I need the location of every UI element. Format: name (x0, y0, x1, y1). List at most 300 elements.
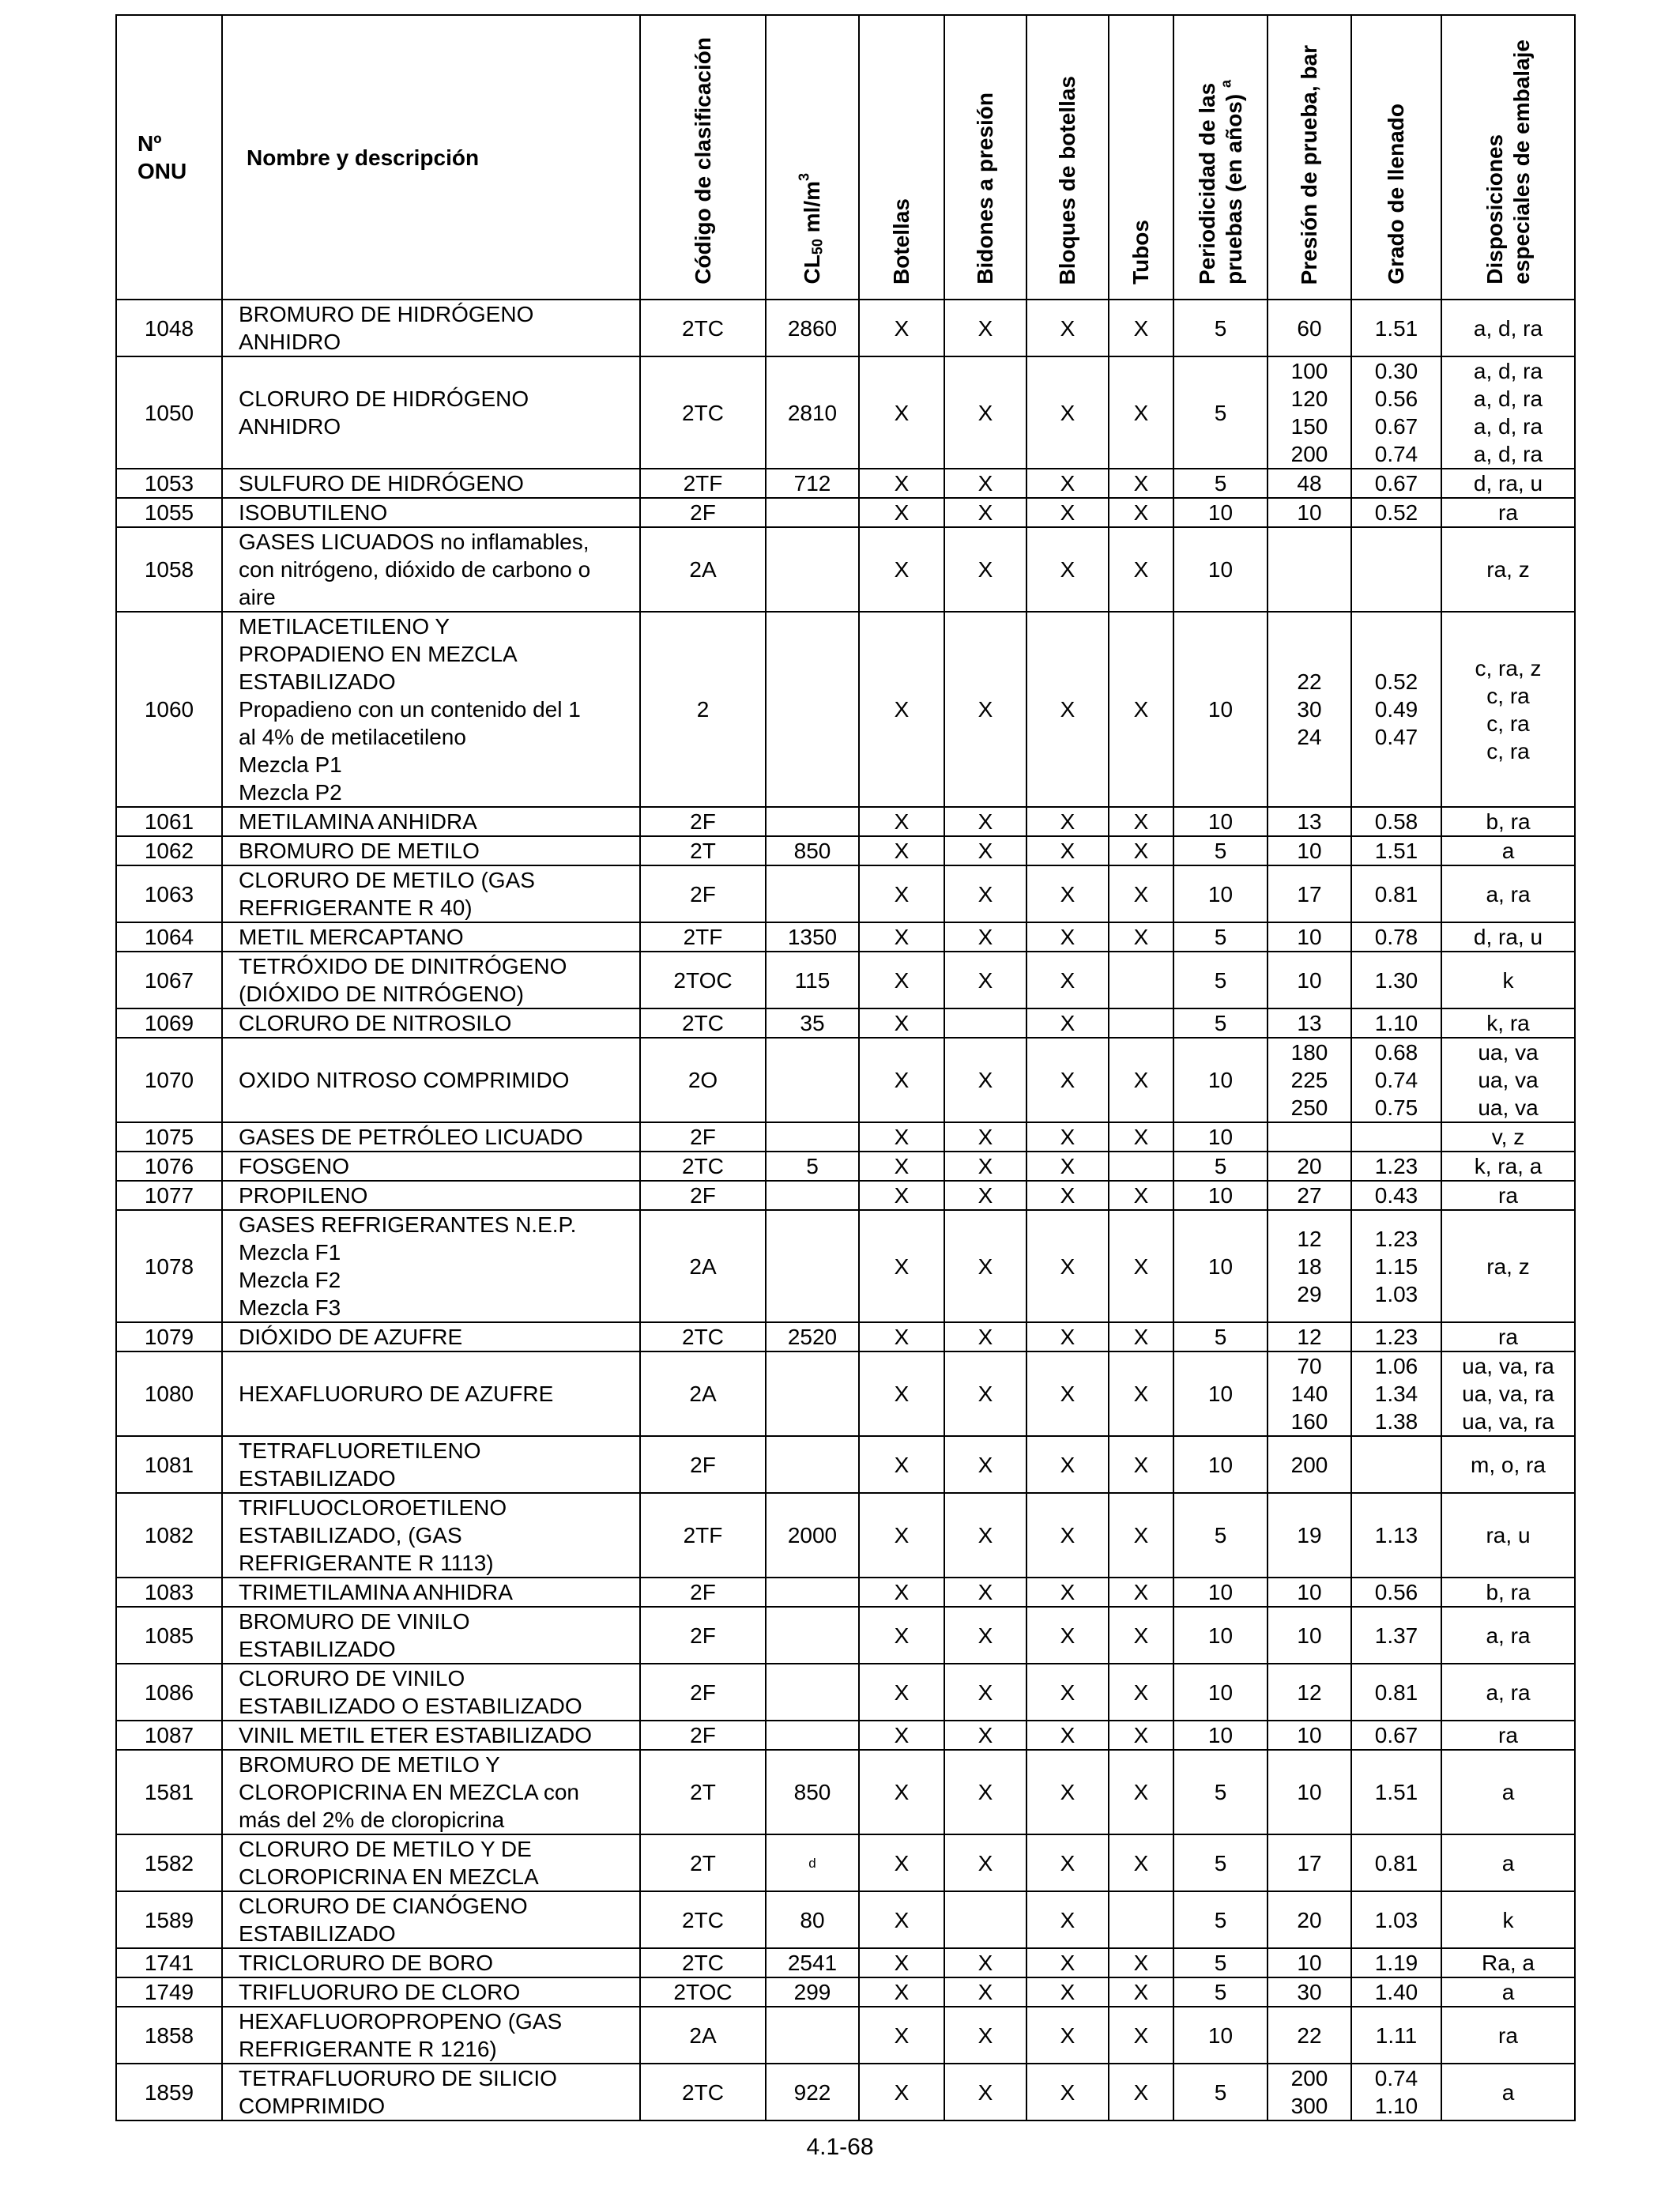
cell-botellas: X (859, 1122, 944, 1152)
cell-name-line: GASES REFRIGERANTES N.E.P. (239, 1212, 577, 1237)
cell-code: 2TC (640, 1891, 766, 1948)
cell-name (222, 1750, 640, 1834)
cell-grado-line: 0.81 (1374, 881, 1418, 907)
cell-code: 2F (640, 498, 766, 527)
cell-grado (1351, 1210, 1441, 1322)
cell-periodicidad: 10 (1173, 1607, 1268, 1664)
cell-grado (1351, 1891, 1441, 1948)
cell-cl50 (766, 300, 859, 356)
cell-code: 2T (640, 1834, 766, 1891)
cell-bloques: X (1026, 2064, 1109, 2120)
cell-grado-line: 1.40 (1374, 1980, 1418, 2004)
cell-disposiciones (1441, 1008, 1575, 1038)
cell-grado-line: 1.30 (1374, 967, 1418, 993)
cell-name-line: ANHIDRO (239, 330, 341, 354)
cell-grado-line: 0.67 (1374, 1723, 1418, 1747)
cell-name-line: HEXAFLUORURO DE AZUFRE (239, 1382, 554, 1406)
cell-botellas: X (859, 469, 944, 498)
table-row (116, 1210, 1575, 1322)
cell-name-line: TETRÓXIDO DE DINITRÓGENO (239, 954, 567, 978)
table-row (116, 1578, 1575, 1607)
cell-code: 2TC (640, 300, 766, 356)
cell-presion (1268, 1436, 1351, 1493)
cell-periodicidad: 5 (1173, 1750, 1268, 1834)
cell-onu: 1749 (116, 1977, 222, 2007)
cell-disposiciones-line: ua, va, ra (1462, 1354, 1554, 1378)
cell-code: 2TF (640, 469, 766, 498)
cell-name (222, 1891, 640, 1948)
cell-presion (1268, 527, 1351, 612)
cell-grado-line: 0.67 (1374, 414, 1418, 439)
cell-disposiciones (1441, 922, 1575, 952)
cell-cl50-value: 5 (806, 1154, 819, 1178)
cell-presion-line: 12 (1297, 1325, 1322, 1349)
cell-botellas: X (859, 1038, 944, 1122)
cell-disposiciones-line: ua, va (1478, 1068, 1539, 1092)
cell-grado-line: 1.19 (1374, 1951, 1418, 1975)
table-body (116, 300, 1575, 2120)
cell-disposiciones (1441, 1721, 1575, 1750)
cell-disposiciones (1441, 1181, 1575, 1210)
cell-onu: 1079 (116, 1322, 222, 1351)
cell-tubos (1109, 952, 1173, 1008)
cell-tubos: X (1109, 1210, 1173, 1322)
table-row (116, 1322, 1575, 1351)
cell-disposiciones-line: a (1501, 1850, 1515, 1875)
cell-grado (1351, 1834, 1441, 1891)
cell-name (222, 2064, 640, 2120)
cell-disposiciones (1441, 952, 1575, 1008)
cell-name-line: Mezcla P2 (239, 780, 342, 805)
cell-disposiciones (1441, 836, 1575, 865)
cell-grado (1351, 498, 1441, 527)
cell-periodicidad: 10 (1173, 1122, 1268, 1152)
cell-disposiciones-line: a (1501, 1980, 1515, 2004)
cell-cl50-value: 35 (800, 1011, 825, 1035)
cell-bidones: X (944, 1578, 1026, 1607)
cell-grado (1351, 356, 1441, 469)
cell-tubos: X (1109, 807, 1173, 836)
table-row (116, 1436, 1575, 1493)
cell-name (222, 469, 640, 498)
cell-presion-line: 19 (1297, 1523, 1322, 1547)
cell-periodicidad: 10 (1173, 2007, 1268, 2064)
cell-presion-line: 20 (1297, 1154, 1322, 1178)
cell-periodicidad: 10 (1173, 865, 1268, 922)
cell-grado-line: 1.23 (1374, 1226, 1418, 1251)
cell-code: 2TC (640, 1152, 766, 1181)
cell-bloques: X (1026, 1493, 1109, 1578)
cell-onu: 1078 (116, 1210, 222, 1322)
cell-name-line: Mezcla P1 (239, 752, 342, 777)
cell-code: 2A (640, 2007, 766, 2064)
cell-grado (1351, 612, 1441, 807)
cell-periodicidad: 5 (1173, 1008, 1268, 1038)
cell-onu: 1083 (116, 1578, 222, 1607)
cell-onu: 1050 (116, 356, 222, 469)
cell-disposiciones-line: a (1501, 839, 1515, 863)
table-row (116, 1181, 1575, 1210)
cell-grado (1351, 1122, 1441, 1152)
cell-name (222, 1181, 640, 1210)
document-page (115, 14, 1574, 2121)
cell-presion-line: 10 (1297, 1951, 1322, 1975)
cell-bidones: X (944, 527, 1026, 612)
cell-tubos: X (1109, 1436, 1173, 1493)
cell-onu: 1858 (116, 2007, 222, 2064)
header-tubos: Tubos (1109, 15, 1173, 300)
cell-name-line: OXIDO NITROSO COMPRIMIDO (239, 1068, 570, 1092)
cell-grado-line: 0.56 (1374, 1580, 1418, 1604)
cell-botellas: X (859, 1664, 944, 1721)
cell-disposiciones-line: ra (1498, 1183, 1518, 1208)
cell-disposiciones (1441, 356, 1575, 469)
cell-cl50-value: 712 (793, 471, 831, 496)
cell-name (222, 1322, 640, 1351)
cell-bloques: X (1026, 1008, 1109, 1038)
cell-name-line: BROMURO DE HIDRÓGENO (239, 302, 534, 326)
cell-name-line: CLORURO DE HIDRÓGENO (239, 386, 529, 411)
cell-bloques: X (1026, 1578, 1109, 1607)
cell-cl50 (766, 1891, 859, 1948)
cell-name (222, 2007, 640, 2064)
cell-tubos: X (1109, 922, 1173, 952)
cell-grado (1351, 836, 1441, 865)
table-row (116, 836, 1575, 865)
cell-bidones: X (944, 1721, 1026, 1750)
cell-bidones: X (944, 952, 1026, 1008)
cell-bidones: X (944, 1493, 1026, 1578)
cell-cl50 (766, 2007, 859, 2064)
cell-onu: 1077 (116, 1181, 222, 1210)
cell-name-line: CLORURO DE NITROSILO (239, 1011, 512, 1035)
cell-disposiciones-line: b, ra (1486, 809, 1531, 834)
cell-name (222, 1210, 640, 1322)
cell-presion-line: 22 (1297, 669, 1322, 694)
cell-name (222, 527, 640, 612)
cell-presion (1268, 1721, 1351, 1750)
cell-bloques: X (1026, 1210, 1109, 1322)
cell-code: 2A (640, 527, 766, 612)
cell-code: 2TF (640, 922, 766, 952)
cell-bidones: X (944, 1152, 1026, 1181)
cell-disposiciones-line: ra (1498, 500, 1518, 525)
cell-grado-line: 0.30 (1374, 359, 1418, 383)
cell-periodicidad: 5 (1173, 1977, 1268, 2007)
cell-disposiciones-line: a, d, ra (1473, 414, 1543, 439)
cell-tubos (1109, 1152, 1173, 1181)
cell-code: 2F (640, 1578, 766, 1607)
table-row (116, 1351, 1575, 1436)
cell-presion-line: 200 (1290, 2066, 1328, 2090)
cell-name (222, 356, 640, 469)
cell-presion-line: 12 (1297, 1226, 1322, 1251)
cell-presion (1268, 807, 1351, 836)
table-row (116, 1152, 1575, 1181)
cell-name-line: ESTABILIZADO (239, 669, 396, 694)
cell-presion (1268, 300, 1351, 356)
cell-name-line: TETRAFLUORETILENO (239, 1438, 481, 1463)
cell-periodicidad: 10 (1173, 1351, 1268, 1436)
cell-tubos: X (1109, 356, 1173, 469)
cell-cl50-note: d (808, 1855, 816, 1871)
cell-cl50 (766, 1210, 859, 1322)
cell-periodicidad: 5 (1173, 1152, 1268, 1181)
cell-grado (1351, 1664, 1441, 1721)
cell-periodicidad: 10 (1173, 1664, 1268, 1721)
cell-presion-line: 27 (1297, 1183, 1322, 1208)
cell-bloques: X (1026, 836, 1109, 865)
cell-disposiciones (1441, 1750, 1575, 1834)
cell-code: 2TF (640, 1493, 766, 1578)
header-disposiciones: Disposiciones especiales de embalaje (1441, 15, 1575, 300)
table-row (116, 1977, 1575, 2007)
cell-name-line: METILACETILENO Y (239, 614, 450, 639)
cell-periodicidad: 10 (1173, 1436, 1268, 1493)
cell-disposiciones-line: a, ra (1486, 881, 1531, 907)
cell-onu: 1048 (116, 300, 222, 356)
cell-presion-line: 17 (1297, 1850, 1322, 1875)
cell-code: 2T (640, 836, 766, 865)
cell-cl50 (766, 356, 859, 469)
cell-tubos: X (1109, 1607, 1173, 1664)
cell-disposiciones-line: ua, va (1478, 1095, 1539, 1120)
cell-grado (1351, 2007, 1441, 2064)
cell-cl50 (766, 1038, 859, 1122)
cell-presion (1268, 865, 1351, 922)
cell-botellas: X (859, 1891, 944, 1948)
cell-botellas: X (859, 527, 944, 612)
cell-presion (1268, 1152, 1351, 1181)
cell-cl50-value: 2541 (787, 1951, 838, 1975)
cell-disposiciones-line: Ra, a (1482, 1951, 1535, 1975)
cell-disposiciones (1441, 1664, 1575, 1721)
cell-grado-line: 0.74 (1374, 1068, 1418, 1092)
cell-disposiciones-line: c, ra (1486, 711, 1530, 736)
cell-disposiciones (1441, 527, 1575, 612)
cell-bidones (944, 1008, 1026, 1038)
cell-disposiciones-line: c, ra (1486, 738, 1530, 763)
cell-grado (1351, 1578, 1441, 1607)
cell-presion (1268, 2007, 1351, 2064)
table-row (116, 612, 1575, 807)
cell-bloques: X (1026, 612, 1109, 807)
cell-cl50 (766, 922, 859, 952)
cell-bloques: X (1026, 1351, 1109, 1436)
cell-grado-line: 0.58 (1374, 809, 1418, 834)
cell-presion-line: 10 (1297, 500, 1322, 525)
cell-bloques: X (1026, 1152, 1109, 1181)
cell-tubos: X (1109, 1181, 1173, 1210)
cell-botellas: X (859, 807, 944, 836)
cell-bloques: X (1026, 1891, 1109, 1948)
cell-grado (1351, 1948, 1441, 1977)
table-row (116, 2007, 1575, 2064)
table-row (116, 807, 1575, 836)
cell-name-line: METIL MERCAPTANO (239, 925, 464, 949)
table-row (116, 1948, 1575, 1977)
cell-presion-line: 10 (1297, 925, 1322, 949)
cell-botellas: X (859, 1948, 944, 1977)
cell-presion-line: 13 (1297, 1011, 1322, 1035)
cell-disposiciones (1441, 1493, 1575, 1578)
cell-disposiciones-line: a, d, ra (1473, 359, 1543, 383)
cell-botellas: X (859, 1008, 944, 1038)
cell-bloques: X (1026, 498, 1109, 527)
cell-name-line: ESTABILIZADO (239, 1921, 396, 1946)
cell-code: 2F (640, 1436, 766, 1493)
cell-periodicidad: 5 (1173, 836, 1268, 865)
cell-botellas: X (859, 836, 944, 865)
cell-name-line: PROPILENO (239, 1183, 368, 1208)
cell-name-line: CLOROPICRINA EN MEZCLA con (239, 1780, 580, 1804)
cell-tubos: X (1109, 527, 1173, 612)
cell-onu: 1069 (116, 1008, 222, 1038)
gas-table (115, 14, 1576, 2121)
cell-tubos: X (1109, 1948, 1173, 1977)
cell-name (222, 1834, 640, 1891)
cell-code: 2F (640, 1181, 766, 1210)
cell-cl50 (766, 836, 859, 865)
cell-bidones: X (944, 1181, 1026, 1210)
cell-presion-line: 17 (1297, 881, 1322, 907)
cell-disposiciones (1441, 498, 1575, 527)
cell-code: 2TC (640, 1322, 766, 1351)
cell-name-line: REFRIGERANTE R 1216) (239, 2037, 497, 2061)
cell-name-line: METILAMINA ANHIDRA (239, 809, 477, 834)
cell-presion (1268, 1977, 1351, 2007)
cell-cl50 (766, 1152, 859, 1181)
cell-onu: 1055 (116, 498, 222, 527)
cell-cl50 (766, 807, 859, 836)
cell-periodicidad: 10 (1173, 1181, 1268, 1210)
cell-code: 2A (640, 1351, 766, 1436)
cell-presion (1268, 1038, 1351, 1122)
cell-disposiciones (1441, 1210, 1575, 1322)
cell-cl50 (766, 527, 859, 612)
table-row (116, 1664, 1575, 1721)
cell-presion-line: 12 (1297, 1679, 1322, 1705)
cell-presion (1268, 498, 1351, 527)
cell-disposiciones-line: ua, va (1478, 1040, 1539, 1065)
cell-bidones: X (944, 498, 1026, 527)
cell-bidones: X (944, 1607, 1026, 1664)
cell-presion-line: 225 (1290, 1068, 1328, 1092)
cell-name (222, 1578, 640, 1607)
cell-cl50 (766, 1834, 859, 1891)
cell-presion (1268, 1351, 1351, 1436)
header-codigo: Código de clasificación (640, 15, 766, 300)
cell-botellas: X (859, 1436, 944, 1493)
cell-grado (1351, 527, 1441, 612)
cell-name-line: aire (239, 585, 276, 609)
cell-presion-line: 10 (1297, 839, 1322, 863)
cell-name-line: CLOROPICRINA EN MEZCLA (239, 1864, 539, 1889)
cell-grado-line: 0.52 (1374, 500, 1418, 525)
cell-botellas: X (859, 1322, 944, 1351)
cell-disposiciones-line: a (1501, 2079, 1515, 2105)
cell-periodicidad: 5 (1173, 952, 1268, 1008)
cell-cl50-value: 850 (793, 1780, 831, 1804)
cell-onu: 1859 (116, 2064, 222, 2120)
cell-bloques: X (1026, 1721, 1109, 1750)
cell-bidones (944, 1891, 1026, 1948)
cell-presion-line: 24 (1297, 725, 1322, 749)
cell-name-line: TETRAFLUORURO DE SILICIO (239, 2066, 557, 2090)
cell-botellas: X (859, 2064, 944, 2120)
cell-presion-line: 18 (1297, 1253, 1322, 1279)
cell-code: 2TC (640, 2064, 766, 2120)
cell-disposiciones-line: k, ra, a (1474, 1154, 1543, 1178)
cell-code: 2TOC (640, 952, 766, 1008)
cell-bloques: X (1026, 807, 1109, 836)
cell-name-line: SULFURO DE HIDRÓGENO (239, 471, 524, 496)
page-number: 4.1-68 (806, 2134, 874, 2160)
cell-botellas: X (859, 922, 944, 952)
cell-grado-line: 0.74 (1374, 2066, 1418, 2090)
cell-name-line: CLORURO DE CIANÓGENO (239, 1894, 528, 1918)
cell-disposiciones (1441, 865, 1575, 922)
cell-botellas: X (859, 1607, 944, 1664)
cell-onu: 1058 (116, 527, 222, 612)
cell-cl50 (766, 1351, 859, 1436)
cell-cl50 (766, 469, 859, 498)
cell-grado (1351, 1750, 1441, 1834)
header-onu: Nº ONU (116, 15, 222, 300)
cell-grado-line: 1.51 (1374, 315, 1418, 341)
cell-disposiciones-line: m, o, ra (1471, 1452, 1546, 1477)
cell-botellas: X (859, 1750, 944, 1834)
cell-grado-line: 0.67 (1374, 471, 1418, 496)
cell-cl50 (766, 1493, 859, 1578)
cell-cl50-value: 1350 (787, 925, 838, 949)
cell-bidones: X (944, 807, 1026, 836)
cell-presion (1268, 1578, 1351, 1607)
cell-bloques: X (1026, 356, 1109, 469)
cell-name-line: ANHIDRO (239, 414, 341, 439)
cell-disposiciones-line: k, ra (1486, 1011, 1530, 1035)
cell-presion-line: 30 (1297, 697, 1322, 722)
cell-cl50 (766, 865, 859, 922)
cell-periodicidad: 5 (1173, 1948, 1268, 1977)
cell-presion-line: 10 (1297, 1623, 1322, 1648)
cell-onu: 1064 (116, 922, 222, 952)
cell-bidones: X (944, 1122, 1026, 1152)
cell-bloques: X (1026, 1664, 1109, 1721)
cell-bidones: X (944, 1977, 1026, 2007)
cell-name-line: VINIL METIL ETER ESTABILIZADO (239, 1723, 593, 1747)
cell-grado-line: 1.03 (1374, 1281, 1418, 1306)
cell-name (222, 1664, 640, 1721)
cell-cl50 (766, 1664, 859, 1721)
cell-cl50 (766, 1436, 859, 1493)
header-bloques: Bloques de botellas (1026, 15, 1109, 300)
cell-onu: 1086 (116, 1664, 222, 1721)
cell-name-line: FOSGENO (239, 1154, 350, 1178)
cell-cl50-value: 115 (794, 967, 831, 993)
cell-cl50 (766, 952, 859, 1008)
cell-disposiciones-line: ra (1498, 2022, 1518, 2048)
cell-grado-line: 1.11 (1375, 2022, 1418, 2048)
cell-disposiciones-line: ua, va, ra (1462, 1382, 1554, 1406)
table-row (116, 952, 1575, 1008)
cell-code: 2F (640, 1721, 766, 1750)
cell-name-line: CLORURO DE METILO Y DE (239, 1837, 532, 1861)
cell-disposiciones (1441, 1122, 1575, 1152)
cell-presion-line: 10 (1297, 967, 1322, 993)
cell-grado-line: 0.78 (1374, 925, 1418, 949)
cell-presion (1268, 469, 1351, 498)
